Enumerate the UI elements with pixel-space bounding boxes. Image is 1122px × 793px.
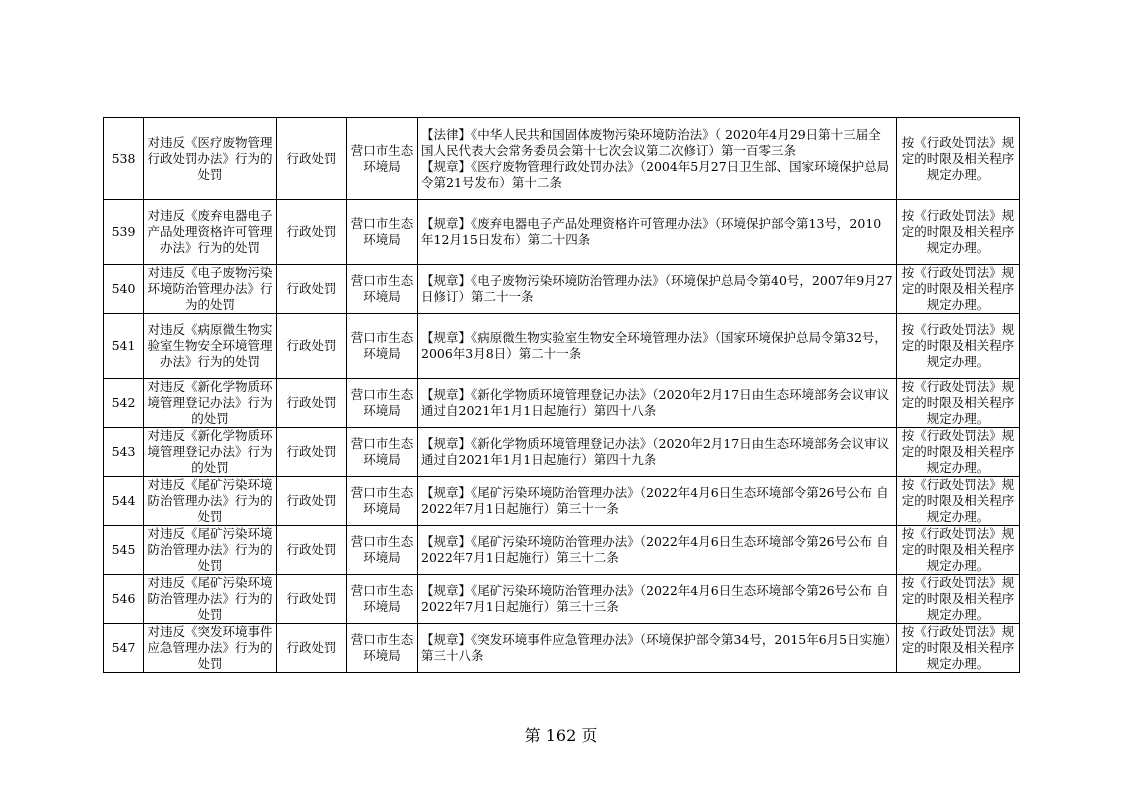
implementing-agency: 营口市生态环境局	[347, 428, 418, 477]
legal-basis	[418, 575, 897, 624]
legal-basis-line: 【规章】《尾矿污染环境防治管理办法》（2022年4月6日生态环境部令第26号公布 自2022年7月1日起施行）第三十一条	[421, 485, 889, 516]
row-number: 542	[104, 379, 144, 428]
power-type: 行政处罚	[277, 526, 347, 575]
penalty-item	[144, 477, 277, 526]
penalty-item-text: 对违反《废弃电器电子产品处理资格许可管理办法》行为的处罚	[147, 208, 273, 255]
table-row	[104, 526, 1020, 575]
penalty-item-text: 对违反《突发环境事件应急管理办法》行为的处罚	[147, 624, 273, 671]
legal-basis-line: 【规章】《突发环境事件应急管理办法》（环境保护部令第34号，2015年6月5日实施）第三十八条	[421, 632, 891, 663]
power-type: 行政处罚	[277, 118, 347, 200]
procedure-note: 按《行政处罚法》规定的时限及相关程序规定办理。	[897, 200, 1020, 265]
power-type: 行政处罚	[277, 379, 347, 428]
table-row	[104, 624, 1020, 673]
procedure-note: 按《行政处罚法》规定的时限及相关程序规定办理。	[897, 428, 1020, 477]
legal-basis-line: 【规章】《尾矿污染环境防治管理办法》（2022年4月6日生态环境部令第26号公布 自2022年7月1日起施行）第三十二条	[421, 534, 889, 565]
legal-basis	[418, 526, 897, 575]
power-type: 行政处罚	[277, 314, 347, 379]
legal-basis-line: 【规章】《病原微生物实验室生物安全环境管理办法》（国家环境保护总局令第32号，2006年3月8日）第二十一条	[421, 330, 887, 361]
row-number: 538	[104, 118, 144, 200]
row-number: 539	[104, 200, 144, 265]
implementing-agency: 营口市生态环境局	[347, 314, 418, 379]
implementing-agency: 营口市生态环境局	[347, 575, 418, 624]
table-row	[104, 265, 1020, 314]
legal-basis-line: 【规章】《废弃电器电子产品处理资格许可管理办法》（环境保护部令第13号，2010年12月15日发布）第二十四条	[421, 216, 882, 247]
penalty-item-text: 对违反《新化学物质环境管理登记办法》行为的处罚	[147, 428, 273, 475]
legal-basis-line: 【规章】《尾矿污染环境防治管理办法》（2022年4月6日生态环境部令第26号公布 自2022年7月1日起施行）第三十三条	[421, 583, 889, 614]
implementing-agency: 营口市生态环境局	[347, 118, 418, 200]
legal-basis-line: 【规章】《医疗废物管理行政处罚办法》（2004年5月27日卫生部、国家环境保护总局令第21号发布）第十二条	[421, 158, 890, 190]
implementing-agency: 营口市生态环境局	[347, 526, 418, 575]
power-type: 行政处罚	[277, 200, 347, 265]
legal-basis-line: 【规章】《新化学物质环境管理登记办法》（2020年2月17日由生态环境部务会议审议通过自2021年1月1日起施行）第四十九条	[421, 436, 890, 467]
legal-basis-line: 【规章】《新化学物质环境管理登记办法》（2020年2月17日由生态环境部务会议审议通过自2021年1月1日起施行）第四十八条	[421, 387, 890, 418]
legal-basis	[418, 118, 897, 200]
penalty-item-text: 对违反《病原微生物实验室生物安全环境管理办法》行为的处罚	[147, 322, 273, 369]
table-row	[104, 379, 1020, 428]
penalty-item	[144, 118, 277, 200]
legal-basis	[418, 428, 897, 477]
row-number: 544	[104, 477, 144, 526]
power-type: 行政处罚	[277, 428, 347, 477]
row-number: 545	[104, 526, 144, 575]
penalty-item	[144, 428, 277, 477]
penalty-item	[144, 314, 277, 379]
procedure-note: 按《行政处罚法》规定的时限及相关程序规定办理。	[897, 575, 1020, 624]
table-row	[104, 477, 1020, 526]
penalty-item-text: 对违反《医疗废物管理行政处罚办法》行为的处罚	[147, 134, 273, 182]
penalty-item-text: 对违反《电子废物污染环境防治管理办法》行为的处罚	[147, 265, 273, 312]
table-row	[104, 575, 1020, 624]
procedure-note: 按《行政处罚法》规定的时限及相关程序规定办理。	[897, 314, 1020, 379]
legal-basis	[418, 200, 897, 265]
legal-basis	[418, 477, 897, 526]
page-number: 第 162 页	[524, 726, 598, 745]
table-row	[104, 118, 1020, 200]
power-type: 行政处罚	[277, 575, 347, 624]
procedure-note: 按《行政处罚法》规定的时限及相关程序规定办理。	[897, 477, 1020, 526]
table-body	[104, 118, 1020, 673]
row-number: 547	[104, 624, 144, 673]
table-row	[104, 428, 1020, 477]
legal-basis-line: 【法律】《中华人民共和国固体废物污染环境防治法》（ 2020年4月29日第十三届全国人民代表大会常务委员会第十七次会议第二次修订）第一百零三条	[421, 126, 881, 158]
legal-basis	[418, 265, 897, 314]
penalty-item	[144, 200, 277, 265]
implementing-agency: 营口市生态环境局	[347, 477, 418, 526]
power-type: 行政处罚	[277, 624, 347, 673]
penalty-item	[144, 575, 277, 624]
power-type: 行政处罚	[277, 477, 347, 526]
legal-basis	[418, 624, 897, 673]
procedure-note: 按《行政处罚法》规定的时限及相关程序规定办理。	[897, 118, 1020, 200]
penalty-item-text: 对违反《尾矿污染环境防治管理办法》行为的处罚	[147, 575, 273, 622]
row-number: 543	[104, 428, 144, 477]
row-number: 540	[104, 265, 144, 314]
legal-basis	[418, 379, 897, 428]
penalty-item-text: 对违反《尾矿污染环境防治管理办法》行为的处罚	[147, 526, 273, 573]
procedure-note: 按《行政处罚法》规定的时限及相关程序规定办理。	[897, 624, 1020, 673]
row-number: 546	[104, 575, 144, 624]
implementing-agency: 营口市生态环境局	[347, 624, 418, 673]
regulation-table	[103, 117, 1020, 673]
row-number: 541	[104, 314, 144, 379]
table-row	[104, 200, 1020, 265]
penalty-item-text: 对违反《尾矿污染环境防治管理办法》行为的处罚	[147, 477, 273, 524]
power-type: 行政处罚	[277, 265, 347, 314]
procedure-note: 按《行政处罚法》规定的时限及相关程序规定办理。	[897, 265, 1020, 314]
legal-basis-line: 【规章】《电子废物污染环境防治管理办法》（环境保护总局令第40号，2007年9月27日修订）第二十一条	[421, 273, 893, 304]
implementing-agency: 营口市生态环境局	[347, 379, 418, 428]
table-row	[104, 314, 1020, 379]
procedure-note: 按《行政处罚法》规定的时限及相关程序规定办理。	[897, 526, 1020, 575]
penalty-item-text: 对违反《新化学物质环境管理登记办法》行为的处罚	[147, 379, 273, 426]
penalty-item	[144, 265, 277, 314]
penalty-item	[144, 379, 277, 428]
implementing-agency: 营口市生态环境局	[347, 200, 418, 265]
implementing-agency: 营口市生态环境局	[347, 265, 418, 314]
penalty-item	[144, 526, 277, 575]
penalty-item	[144, 624, 277, 673]
procedure-note: 按《行政处罚法》规定的时限及相关程序规定办理。	[897, 379, 1020, 428]
legal-basis	[418, 314, 897, 379]
